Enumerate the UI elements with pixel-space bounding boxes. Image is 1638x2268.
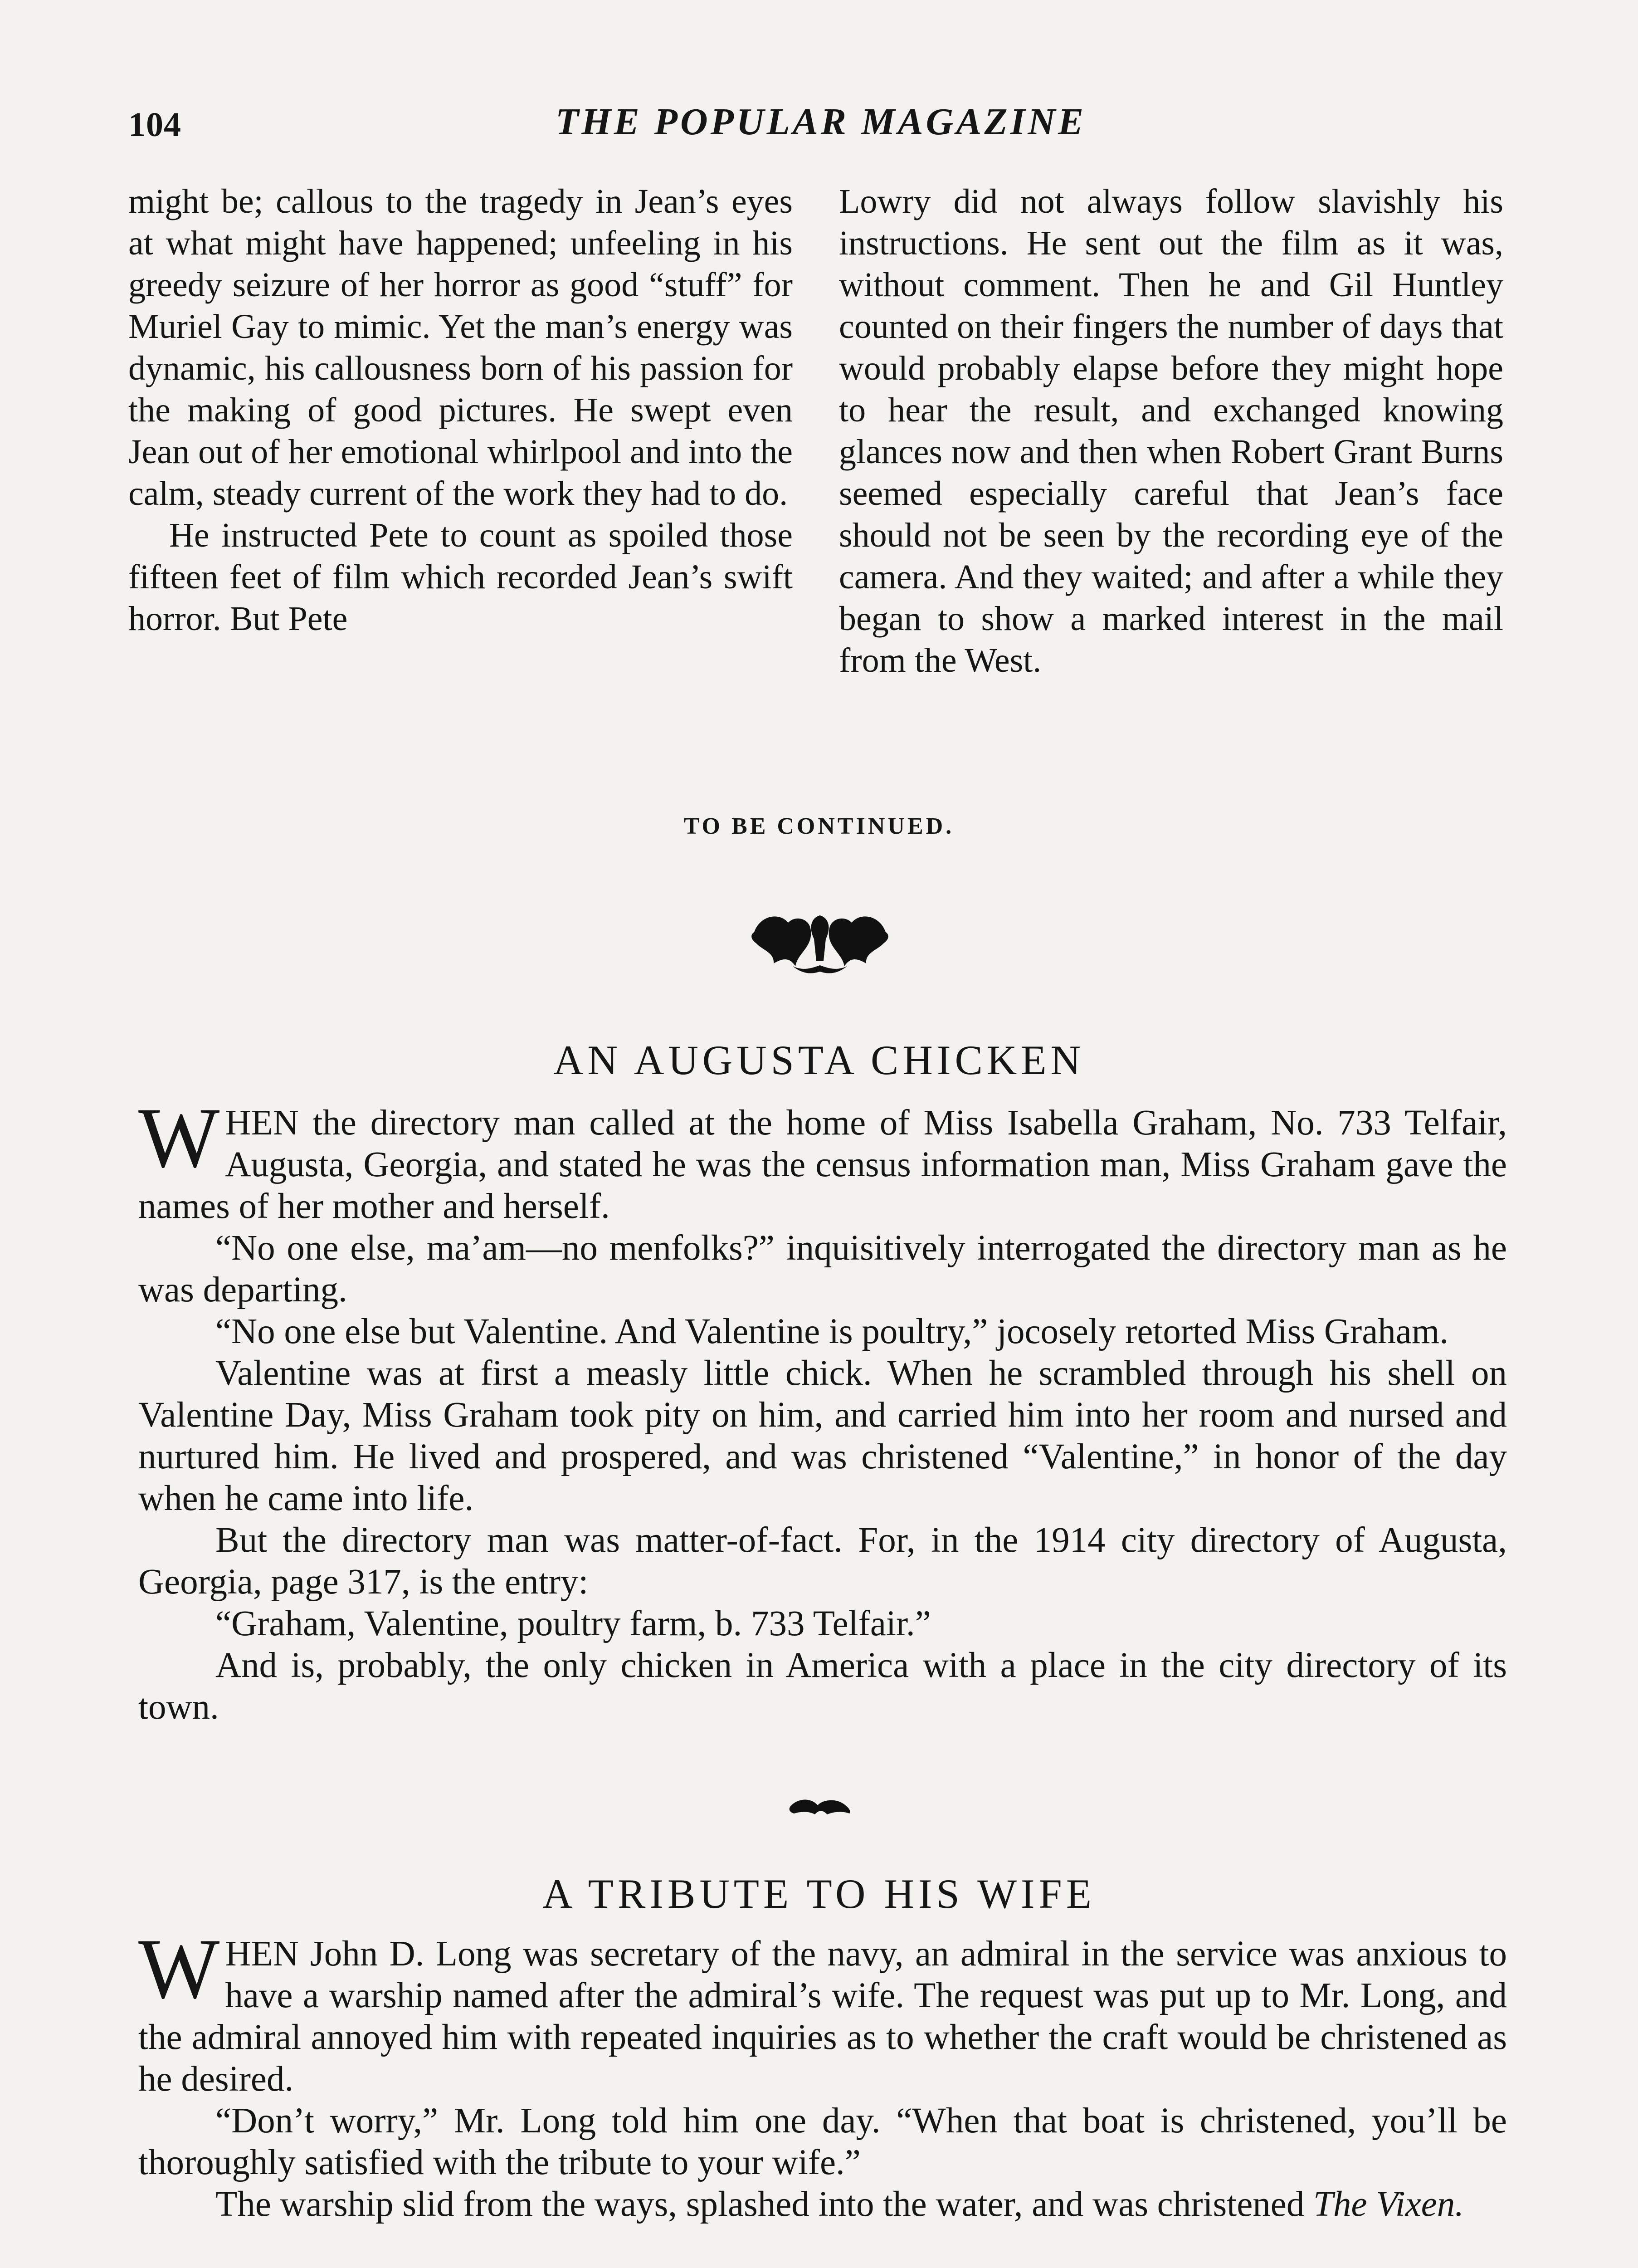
- article-1-paragraph-4: Valentine was at first a measly little chick. When he scrambled through his shell on Valentine Day, Miss Graham took pity on him, and carried him into her room and nursed and nurtured him. He lived and prospered, and was christened “Valentine,” in honor of the day when he came into life.: [138, 1354, 1507, 1518]
- article-2-paragraph-2: “Don’t worry,” Mr. Long told him one day. “When that boat is christened, you’ll be thoroughly satisfied with the tribute to your wife.”: [138, 2101, 1507, 2182]
- article-2-paragraph-3-text: The warship slid from the ways, splashed into the water, and was christened: [215, 2185, 1305, 2224]
- to-be-continued: TO BE CONTINUED.: [683, 813, 955, 839]
- story-paragraph-3: Lowry did not always follow slavishly his instructions. He sent out the film as it was, without comment. Then he and Gil Huntley counted on their fingers the number of days that would probably elapse before they might hope to hear the result, and exchanged knowing glances now and then when Robert Grant Burns seemed especially careful that Jean’s face should not be seen by the recording eye of the camera. And they waited; and after a while they began to show a marked interest in the mail from the West.: [839, 182, 1503, 679]
- running-head: THE POPULAR MAGAZINE: [555, 101, 1087, 143]
- article-1-paragraph-1: [138, 1090, 1507, 1227]
- left-column: [128, 181, 793, 640]
- small-ornament-icon: [786, 1792, 854, 1819]
- article-title-tribute: A TRIBUTE TO HIS WIFE: [542, 1871, 1096, 1917]
- ship-name: The Vixen.: [1313, 2185, 1464, 2224]
- article-1-paragraph-7: And is, probably, the only chicken in America with a place in the city directory of its town.: [138, 1646, 1507, 1727]
- page-number: 104: [128, 106, 181, 144]
- article-1-paragraph-2: “No one else, ma’am—no menfolks?” inquisitively interrogated the directory man as he was departing.: [138, 1228, 1507, 1310]
- article-augusta-chicken: [138, 1090, 1507, 1728]
- article-title-augusta-chicken: AN AUGUSTA CHICKEN: [553, 1037, 1085, 1083]
- story-continuation: [128, 181, 1505, 775]
- right-column: [839, 181, 1503, 681]
- dropcap: W: [138, 1090, 220, 1186]
- dropcap: W: [138, 1921, 220, 2017]
- story-paragraph-1: might be; callous to the tragedy in Jean’s eyes at what might have happened; unfeeling in his greedy seizure of her horror as good “stuff” for Muriel Gay to mimic. Yet the man’s energy was dynamic, his callousness born of his passion for the making of good pictures. He swept even Jean out of her emotional whirlpool and into the calm, steady current of the work they had to do.: [128, 182, 793, 513]
- article-2-paragraph-3: [138, 2184, 1507, 2225]
- article-2-paragraph-1-text: HEN John D. Long was secretary of the navy, an admiral in the service was anxious to have a warship named after the admiral’s wife. The request was put up to Mr. Long, and the admiral annoyed him with repeated inquiries as to whether the craft would be christened as he desired.: [138, 1934, 1507, 2099]
- floral-ornament-icon: [747, 907, 892, 980]
- article-tribute: [138, 1921, 1507, 2225]
- article-2-paragraph-1: [138, 1921, 1507, 2100]
- article-1-paragraph-6: “Graham, Valentine, poultry farm, b. 733 Telfair.”: [215, 1604, 931, 1643]
- article-1-paragraph-1-text: HEN the directory man called at the home of Miss Isabella Graham, No. 733 Telfair, Augusta, Georgia, and stated he was the census information man, Miss Graham gave the names of her mother and herself.: [138, 1103, 1507, 1226]
- article-1-paragraph-5: But the directory man was matter-of-fact. For, in the 1914 city directory of Augusta, Georgia, page 317, is the entry:: [138, 1520, 1507, 1602]
- story-paragraph-2: He instructed Pete to count as spoiled those fifteen feet of film which recorded Jean’s swift horror. But Pete: [128, 516, 793, 638]
- article-1-paragraph-3: “No one else but Valentine. And Valentine is poultry,” jocosely retorted Miss Graham.: [215, 1312, 1449, 1351]
